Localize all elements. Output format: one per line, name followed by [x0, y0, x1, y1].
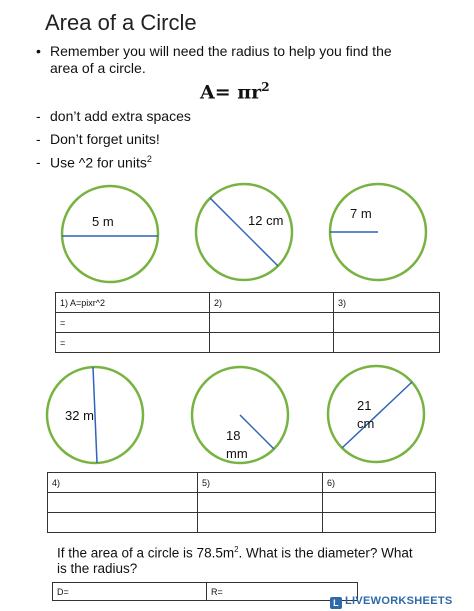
question-text-a: If the area of a circle is 78.5m: [57, 545, 235, 561]
tip-text-1: don’t add extra spaces: [50, 108, 191, 124]
circle-1: [62, 186, 158, 282]
circle-5-label-line-2: mm: [226, 446, 248, 461]
circle-6-label-line-2: cm: [357, 416, 375, 431]
logo-mark-icon: L: [330, 597, 342, 609]
table-cell[interactable]: [210, 333, 334, 353]
circle-3-label: 7 m: [350, 206, 372, 221]
formula-main: A= πr: [200, 81, 262, 104]
question-text-b: . What is the diameter? What: [238, 545, 413, 561]
tip-dash-1: -: [36, 108, 41, 124]
table-cell[interactable]: 6): [323, 473, 436, 493]
answer-boxes: [52, 582, 358, 601]
circle-2-diameter-line: [210, 198, 278, 266]
table-cell[interactable]: [334, 313, 440, 333]
table-cell[interactable]: [198, 493, 323, 513]
table-cell[interactable]: 2): [210, 293, 334, 313]
circle-6-diameter-line: [342, 382, 412, 448]
table-row: [56, 293, 440, 313]
table-row: [56, 313, 440, 333]
tip-text-2: Don’t forget units!: [50, 131, 160, 147]
table-cell[interactable]: 4): [48, 473, 198, 493]
table-row: [48, 493, 436, 513]
table-cell[interactable]: [198, 513, 323, 533]
diameter-answer-box[interactable]: D=: [53, 583, 207, 601]
tip-dash-2: -: [36, 131, 41, 147]
table-row: [56, 333, 440, 353]
radius-answer-box[interactable]: R=: [207, 583, 358, 601]
logo-text: LIVEWORKSHEETS: [345, 595, 453, 607]
question-line-2: is the radius?: [57, 561, 138, 576]
formula-exponent: 2: [261, 80, 270, 94]
circle-4: [47, 367, 143, 463]
circle-2: [196, 184, 292, 280]
table-cell[interactable]: [48, 513, 198, 533]
page-title: Area of a Circle: [45, 10, 197, 35]
table-cell[interactable]: 1) A=pixr^2: [56, 293, 210, 313]
bullet-marker: •: [36, 43, 41, 59]
table-row: [53, 583, 358, 601]
circle-6-label-line-1: 21: [357, 398, 372, 413]
answer-table-1: [55, 292, 440, 353]
intro-line-1: Remember you will need the radius to help you find the: [50, 43, 392, 59]
table-cell[interactable]: 5): [198, 473, 323, 493]
table-row: [48, 473, 436, 493]
table-cell[interactable]: [334, 333, 440, 353]
table-cell[interactable]: [48, 493, 198, 513]
table-cell[interactable]: [323, 513, 436, 533]
circle-6: [328, 366, 424, 462]
circle-2-label: 12 cm: [248, 213, 284, 228]
table-cell[interactable]: 3): [334, 293, 440, 313]
circle-3: [330, 184, 426, 280]
table-cell[interactable]: [210, 313, 334, 333]
table-row: [48, 513, 436, 533]
tip-text-3-sup: 2: [146, 154, 152, 164]
tip-text-3-main: Use ^2 for units: [50, 154, 147, 171]
intro-line-2: area of a circle.: [50, 60, 146, 76]
circle-5-label-line-1: 18: [226, 428, 241, 443]
answer-table-2: [47, 472, 436, 533]
circle-1-label: 5 m: [92, 214, 114, 229]
table-cell[interactable]: =: [56, 333, 210, 353]
tip-dash-3: -: [36, 154, 41, 170]
table-cell[interactable]: [323, 493, 436, 513]
liveworksheets-logo[interactable]: [330, 595, 453, 609]
circle-4-label: 32 m: [65, 408, 94, 423]
question-sup: 2: [234, 545, 239, 554]
table-cell[interactable]: =: [56, 313, 210, 333]
circle-5-radius-line: [240, 415, 274, 449]
